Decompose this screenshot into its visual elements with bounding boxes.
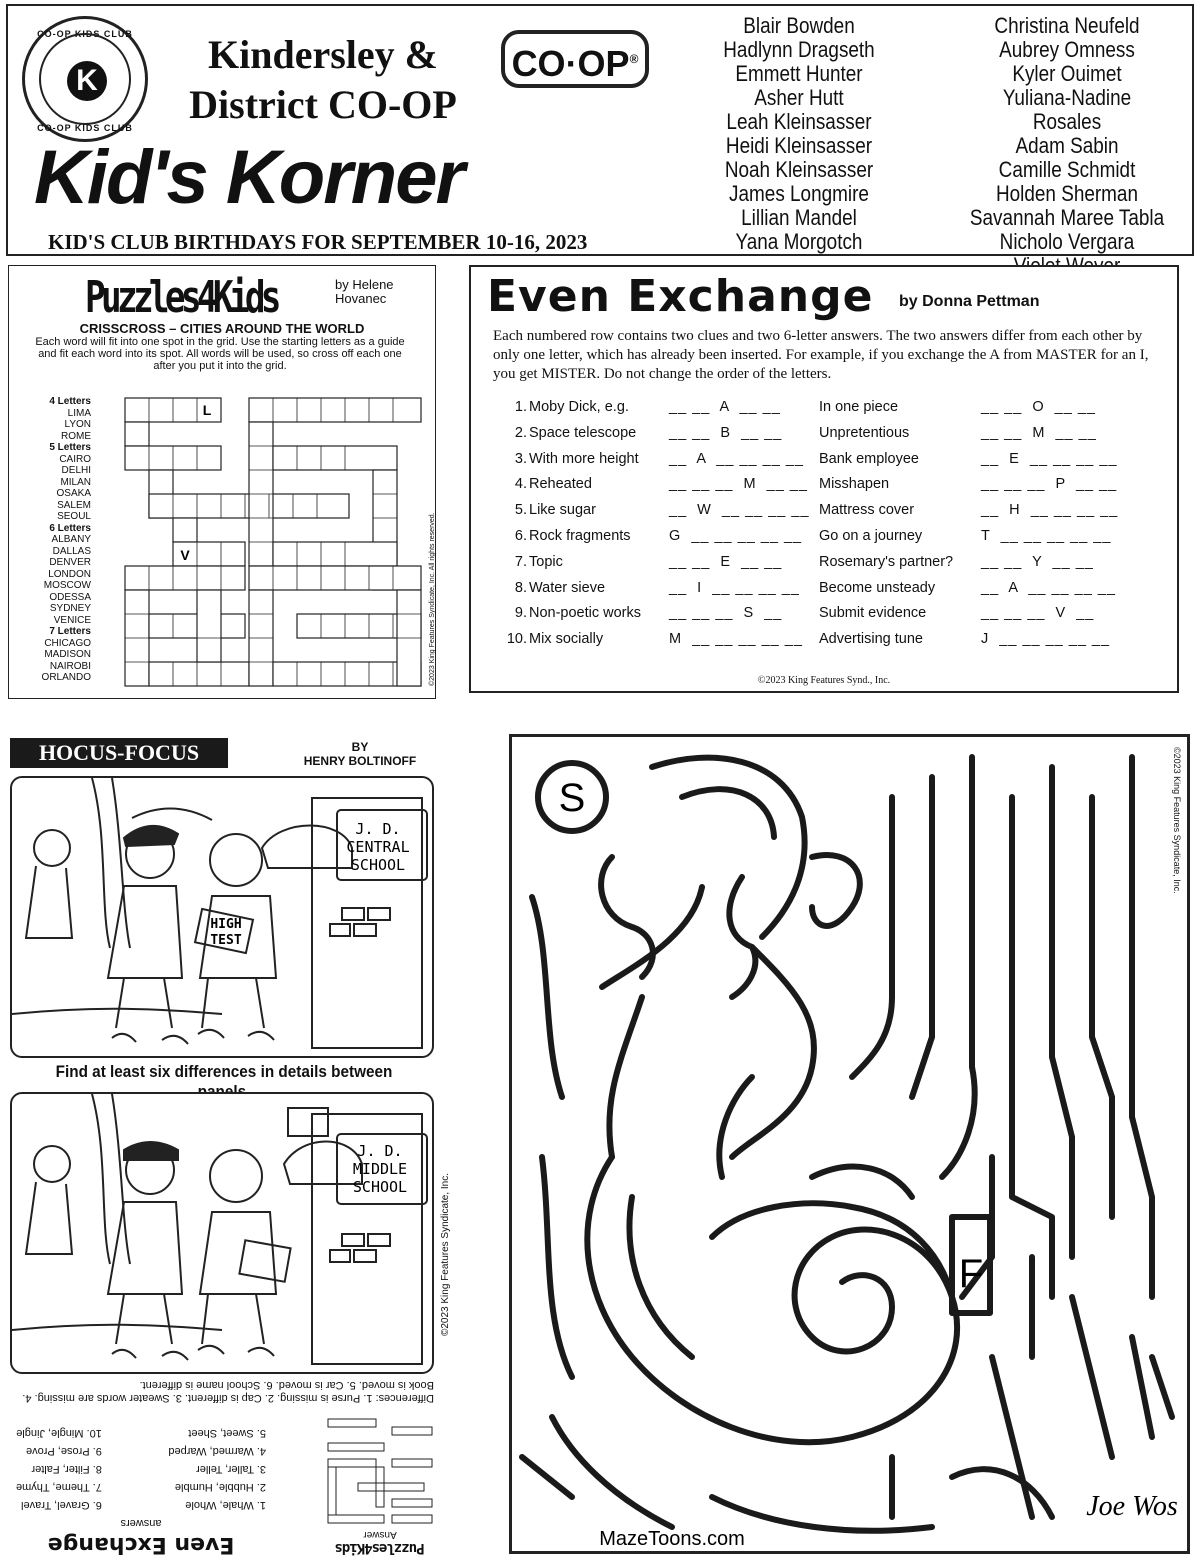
comic-scene-bottom [12,1094,434,1374]
answer-blanks-left: __ __ B __ __ [669,424,783,441]
ee-row-number: 4. [514,476,527,493]
puzzles4kids-title: Puzzles4Kids [85,272,277,323]
answer-blanks-right: __ __ O __ __ [981,399,1096,415]
maze-panel [509,734,1190,1554]
artist-signature: Joe Wos [1086,1491,1178,1522]
ee-row-number: 2. [514,424,527,441]
sign-top-line-3: SCHOOL [350,856,406,874]
hocus-focus-panel-top [10,776,434,1058]
clue-right: In one piece [819,399,899,415]
clue-right: Submit evidence [819,605,927,622]
crisscross-instructions: Each word will fit into one spot in the grid. Use the starting letters as a guide and fit each word into its spot. All words will be used, so cross off each one after you put it into the grid. [35,336,405,372]
clue-left: With more height [529,450,639,467]
store-name: Kindersley & District CO-OP [189,32,457,127]
ee-row-number: 10. [506,631,527,648]
answer-blanks-right: __ E __ __ __ __ [981,450,1118,467]
hocus-focus-title: HOCUS-FOCUS [10,738,228,768]
clue-left: Moby Dick, e.g. [529,399,629,415]
clue-left: Like sugar [529,502,596,519]
book-label-2: TEST [210,933,242,948]
answer-blanks-left: __ __ A __ __ [669,399,781,415]
clue-right: Advertising tune [819,631,923,648]
answer-blanks-left: M __ __ __ __ __ [669,631,803,648]
even-exchange-title: Even Exchange [487,271,874,322]
clue-right: Go on a journey [819,528,923,544]
even-exchange-row [491,580,1171,606]
even-exchange-row [491,605,1171,631]
answer-blanks-left: __ W __ __ __ __ [669,502,810,519]
ee-row-number: 3. [514,450,527,467]
clue-right: Unpretentious [819,424,910,441]
answer-blanks-right: __ A __ __ __ __ [981,579,1116,596]
answer-blanks-right: J __ __ __ __ __ [981,631,1111,648]
even-exchange-byline: by Donna Pettman [899,293,1040,310]
even-exchange-row [491,631,1171,657]
answer-blanks-right: __ __ Y __ __ [981,553,1094,570]
sign-top-line-2: CENTRAL [346,838,410,856]
word-list: 4 Letters LIMA LYON ROME 5 Letters CAIRO DELHI MILAN OSAKA SALEM SEOUL 6 Letters ALBANY DALLAS DENVER LONDON MOSCOW ODESSA SYDNEY VENICE 7 Letters CHICAGO MADISON NAIROBI ORLANDO [41,396,91,683]
clue-right: Rosemary's partner? [819,553,954,570]
book-label-1: HIGH [210,917,242,932]
even-exchange-row [491,399,1171,425]
answer-blanks-left: __ A __ __ __ __ [669,450,804,467]
answer-blanks-left: G __ __ __ __ __ [669,528,803,544]
puzzles4kids-panel [8,265,436,699]
comic-scene-top [12,778,434,1058]
answer-blanks-right: __ __ __ P __ __ [981,476,1118,493]
birthday-names-col-2: Christina Neufeld Aubrey Omness Kyler Ouimet Yuliana-Nadine Rosales Adam Sabin Camille Schmidt Holden Sherman Savannah Maree Tabla Nicholo Vergara [969,13,1165,254]
sign-bottom-line-3: SCHOOL [352,1178,408,1196]
answer-blanks-left: __ __ __ S __ [669,605,783,622]
birthdays-heading: KID'S CLUB BIRTHDAYS FOR SEPTEMBER 10-16, 2023 [48,230,588,254]
puzzles4kids-answer: Puzzles4Kids Answer [318,1408,442,1556]
ee-row-number: 5. [514,502,527,519]
answer-blanks-right: T __ __ __ __ __ [981,528,1112,544]
clue-left: Reheated [529,476,592,493]
even-exchange-row [491,425,1171,451]
hocus-focus-panel-bottom [10,1092,434,1374]
kids-club-badge: CO-OP KIDS CLUB K CO-OP KIDS CLUB [22,16,148,142]
even-exchange-instructions: Each numbered row contains two clues and two 6-letter answers. The two answers differ from each other by only one letter, which has already been inserted. For example, if you exchange the A from MASTER for an I, you get MISTER. Do not change the order of the letters. [493,328,1149,382]
page-title: Kid's Korner [34,135,464,220]
clue-left: Space telescope [529,424,637,441]
ee-row-number: 1. [514,399,527,415]
ee-row-number: 7. [514,553,527,570]
answers-col-right: 6. Gravel, Travel 7. Theme, Thyme 8. Filter, Falter 9. Prose, Prove 10. Mingle, Jingle [16,1427,102,1511]
maze-site: MazeToons.com [599,1528,745,1550]
hocus-focus-differences: Differences: 1. Purse is missing. 2. Cap is different. 3. Sweater words are missing. 4. Book is moved. 5. Car is moved. 6. School name is different. [22,1379,434,1404]
answer-blanks-right: __ __ M __ __ [981,424,1097,441]
ee-row-number: 6. [514,528,527,544]
even-exchange-answers: Even Exchange answers 1. Whale, Whole 2. Hubble, Humble 3. Taller, Teller 4. Warmed, Warped 5. Sweet, Sheet 6. Gravel, Travel 7. Theme, Thyme 8. Filter, Falter 9. Prose, Prove 10. Mingle, Jingle [10,1420,272,1556]
coop-logo: CO·OP® [501,30,649,88]
answer-grid [326,1415,436,1525]
clue-left: Non-poetic works [529,605,642,622]
sign-top-line-1: J. D. [355,820,401,838]
answer-blanks-right: __ __ __ V __ [981,605,1095,622]
header-banner [6,4,1194,256]
birthday-names-col-1: Blair Bowden Hadlynn Dragseth Emmett Hunter Asher Hutt Leah Kleinsasser Heidi Kleinsasser Noah Kleinsasser James Longmire Lillian Mandel Yana Morgotch [723,13,875,254]
clue-right: Become unsteady [819,579,936,596]
maze-illustration [512,737,1187,1551]
even-exchange-row [491,451,1171,477]
answer-blanks-right: __ H __ __ __ __ [981,502,1119,519]
answer-blanks-left: __ __ __ M __ __ [669,476,808,493]
even-exchange-row [491,502,1171,528]
answer-blanks-left: __ __ E __ __ [669,553,783,570]
hocus-focus-instruction: Find at least six differences in details between [55,1062,393,1081]
even-exchange-row [491,554,1171,580]
ee-row-number: 9. [514,605,527,622]
clue-left: Topic [529,553,563,570]
answer-blanks-left: __ I __ __ __ __ [669,579,800,596]
given-letter-l: L [202,402,212,418]
even-exchange-copyright: ©2023 King Features Synd., Inc. [757,675,891,686]
ee-row-number: 8. [514,579,527,596]
clue-right: Misshapen [819,476,890,493]
sign-bottom-line-2: MIDDLE [352,1160,408,1178]
even-exchange-row [491,476,1171,502]
clue-right: Mattress cover [819,502,915,519]
even-exchange-panel [469,265,1179,693]
k-logo-icon: K [67,61,107,101]
clue-left: Rock fragments [529,528,631,544]
clue-right: Bank employee [819,450,919,467]
puzzles4kids-byline: by Helene Hovanec [335,277,394,306]
maze-finish-letter: F [958,1252,984,1296]
maze-copyright: ©2023 King Features Syndicate, Inc. [1172,747,1182,894]
clue-left: Water sieve [529,579,606,596]
hocus-focus-byline: BY HENRY BOLTINOFF [303,740,417,768]
crisscross-grid [97,396,427,696]
even-exchange-row [491,528,1171,554]
sign-bottom-line-1: J. D. [357,1142,403,1160]
hocus-focus-copyright: ©2023 King Features Syndicate, Inc. [440,1172,451,1336]
puzzles4kids-copyright: ©2023 King Features Syndicate, Inc. All rights reserved. [429,512,436,686]
maze-start-letter: S [558,776,586,820]
given-letter-v: V [180,547,190,563]
clue-left: Mix socially [529,631,604,648]
answers-col-left: 1. Whale, Whole 2. Hubble, Humble 3. Taller, Teller 4. Warmed, Warped 5. Sweet, Sheet [168,1427,266,1511]
crisscross-heading: CRISSCROSS – CITIES AROUND THE WORLD [79,321,365,336]
